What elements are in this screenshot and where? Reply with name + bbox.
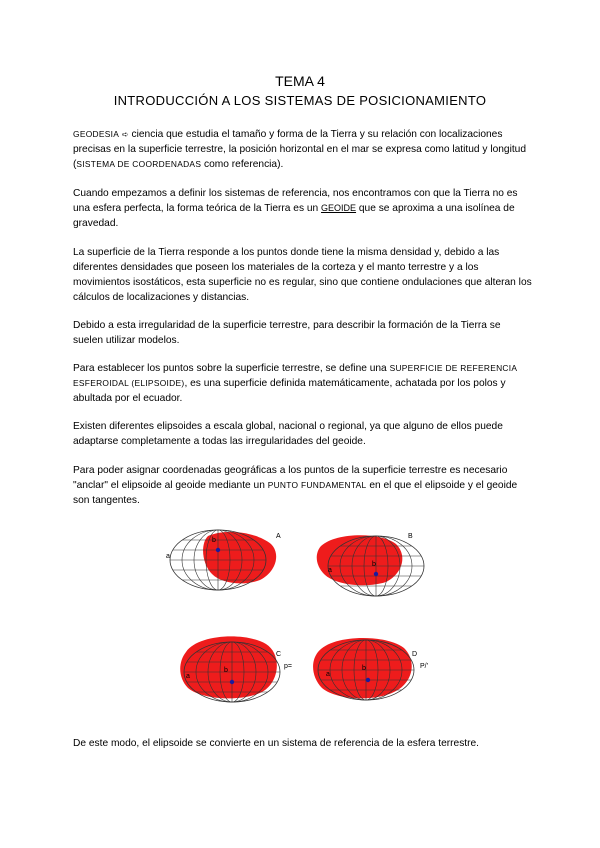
label-c-a: a — [186, 673, 190, 680]
panel-label-a: A — [276, 533, 281, 540]
page-subtitle: INTRODUCCIÓN A LOS SISTEMAS DE POSICIONAMIENTO — [113, 93, 487, 108]
paragraph-superficie: La superficie de la Tierra responde a los puntos donde tiene la misma densidad y, debido a las diferentes densidades que poseen los materiales de la corteza y el manto terrestre y a los movimientos isostáticos, esta superficie no es regular, sino que contiene ondulaciones que alteran los cálculos de localizaciones y distancias. — [73, 247, 532, 303]
paragraph-punto-fundamental: Para poder asignar coordenadas geográficas a los puntos de la superficie terrestre es necesario "anclar" el elipsoide al geoide mediante un PUNTO FUNDAMENTAL en el que el elipsoide y el geoide son tangentes. — [73, 465, 518, 506]
term-superficie-referencia: SUPERFICIE DE REFERENCIA ESFEROIDAL (ELIPSOIDE) — [73, 363, 517, 388]
label-b-b: b — [372, 561, 376, 568]
label-p-prime: P/' — [420, 663, 428, 670]
term-geoide: GEOIDE — [321, 203, 357, 213]
label-a-b: b — [212, 537, 216, 544]
term-punto-fundamental: PUNTO FUNDAMENTAL — [267, 480, 367, 490]
label-p-equals: p= — [284, 663, 292, 670]
panel-label-d: D — [412, 651, 418, 658]
label-d-b: b — [362, 665, 366, 672]
paragraph-elipsoide: Para establecer los puntos sobre la superficie terrestre, se define una SUPERFICIE DE REFERENCIA ESFEROIDAL (ELIPSOIDE), es una superficie definida matemáticamente, achatada por los polos y abultada por el ecuador. — [73, 363, 517, 404]
panel-label-b: B — [408, 533, 413, 540]
panel-b — [317, 533, 424, 596]
term-sistema-coordenadas: SISTEMA DE COORDENADAS — [76, 159, 202, 169]
label-c-b: b — [224, 667, 228, 674]
page-title: TEMA 4 — [275, 73, 325, 89]
paragraph-conclusion: De este modo, el elipsoide se convierte en un sistema de referencia de la esfera terrestre. — [73, 738, 480, 749]
panel-label-c: C — [276, 651, 282, 658]
paragraph-geodesia: GEODESIA ➪ ciencia que estudia el tamaño y forma de la Tierra y su relación con localizaciones precisas en la superficie terrestre, la posición horizontal en el mar se expresa como latitud y longitud (SISTEMA DE COORDENADAS como referencia). — [73, 129, 527, 170]
paragraph-geoide: Cuando empezamos a definir los sistemas de referencia, nos encontramos con que la Tierra no es una esfera perfecta, la forma teórica de la Tierra es un GEOIDE que se aproxima a una isolínea de gravedad. — [73, 188, 518, 229]
panel-d — [313, 638, 428, 700]
arrow-icon: ➪ — [122, 130, 129, 139]
ellipsoid-geoid-figure — [156, 522, 446, 722]
label-a-a: a — [166, 553, 170, 560]
panel-a — [166, 530, 281, 590]
paragraph-irregularidad: Debido a esta irregularidad de la superficie terrestre, para describir la formación de la Tierra se suelen utilizar modelos. — [73, 320, 501, 346]
term-geodesia: GEODESIA — [73, 129, 120, 139]
label-b-a: a — [328, 567, 332, 574]
label-d-a: a — [326, 671, 330, 678]
paragraph-escalas: Existen diferentes elipsoides a escala global, nacional o regional, ya que alguno de ellos puede adaptarse completamente a todas las irregularidades del geoide. — [73, 421, 503, 447]
panel-c — [180, 636, 292, 702]
